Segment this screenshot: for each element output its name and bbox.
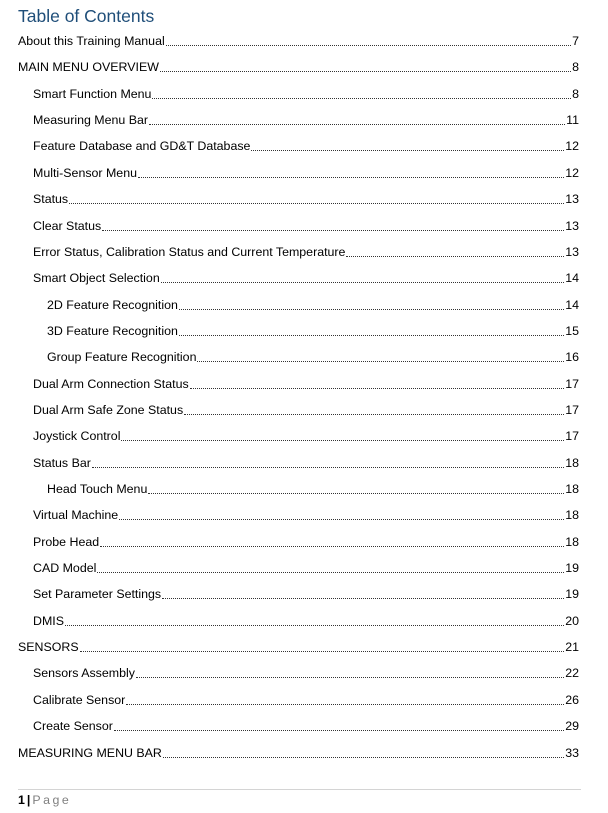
toc-entry-page: 13 <box>565 192 579 207</box>
toc-dot-leader <box>160 57 571 72</box>
toc-entry[interactable] <box>18 57 579 75</box>
footer-page-number: 1 <box>18 793 25 807</box>
toc-entry[interactable] <box>33 611 579 629</box>
toc-entry[interactable] <box>33 426 579 444</box>
toc-entry-page: 33 <box>565 745 579 760</box>
toc-entry[interactable] <box>33 716 579 734</box>
toc-entry-page: 18 <box>565 482 579 496</box>
toc-dot-leader <box>190 374 565 389</box>
toc-entry[interactable] <box>33 110 579 128</box>
toc-entry-label: Feature Database and GD&T Database <box>33 139 251 154</box>
toc-dot-leader <box>121 426 564 441</box>
toc-entry[interactable] <box>47 347 579 365</box>
toc-dot-leader <box>163 743 564 758</box>
toc-entry-label: Dual Arm Connection Status <box>33 376 189 391</box>
toc-entry-page: 18 <box>565 455 579 470</box>
toc-entry-label: Smart Function Menu <box>33 86 152 101</box>
toc-entry-page: 12 <box>565 139 579 154</box>
toc-entry-page: 20 <box>565 613 579 628</box>
toc-entry[interactable] <box>33 532 579 550</box>
toc-entry[interactable] <box>33 453 579 471</box>
toc-entry[interactable] <box>18 743 579 761</box>
toc-dot-leader <box>92 453 564 468</box>
toc-entry-label: Joystick Control <box>33 429 121 444</box>
toc-entry-page: 19 <box>565 587 579 602</box>
toc-dot-leader <box>138 163 564 178</box>
toc-dot-leader <box>69 189 564 204</box>
toc-dot-leader <box>119 505 564 520</box>
toc-entry[interactable] <box>33 505 579 523</box>
toc-entry-label: Measuring Menu Bar <box>33 113 149 128</box>
toc-dot-leader <box>102 216 564 231</box>
toc-entry-page: 26 <box>565 692 579 707</box>
toc-entry-label: Probe Head <box>33 534 100 549</box>
toc-dot-leader <box>149 110 565 125</box>
toc-entry-label: 3D Feature Recognition <box>47 323 178 338</box>
toc-entry[interactable] <box>33 216 579 234</box>
toc-dot-leader <box>65 611 564 626</box>
toc-entry-page: 21 <box>565 640 579 655</box>
toc-entry[interactable] <box>47 321 579 339</box>
toc-entry-label: Status <box>33 192 69 207</box>
page-footer <box>18 792 71 808</box>
toc-dot-leader <box>251 136 564 151</box>
toc-entry[interactable] <box>18 31 579 49</box>
toc-entry-page: 13 <box>565 244 579 259</box>
toc-entry-page: 22 <box>565 666 579 681</box>
toc-entry[interactable] <box>33 558 579 576</box>
toc-entry-page: 18 <box>565 534 579 549</box>
toc-entry[interactable] <box>33 268 579 286</box>
toc-dot-leader <box>114 716 564 731</box>
toc-entry-page: 14 <box>565 271 579 286</box>
toc-entry-label: Error Status, Calibration Status and Current Temperature <box>33 244 346 259</box>
toc-entry[interactable] <box>47 295 579 313</box>
toc-entry[interactable] <box>33 189 579 207</box>
toc-dot-leader <box>126 690 564 705</box>
toc-dot-leader <box>197 347 564 362</box>
toc-entry-label: Create Sensor <box>33 719 113 734</box>
toc-dot-leader <box>162 584 564 599</box>
toc-entry-label: MEASURING MENU BAR <box>18 745 162 760</box>
toc-entry[interactable] <box>33 163 579 181</box>
toc-entry[interactable] <box>33 242 579 260</box>
toc-entry-page: 15 <box>565 323 579 338</box>
toc-entry-label: Multi-Sensor Menu <box>33 165 137 180</box>
toc-entry-page: 17 <box>565 429 579 444</box>
toc-dot-leader <box>136 663 564 678</box>
toc-entry-page: 13 <box>565 218 579 233</box>
toc-dot-leader <box>161 268 564 283</box>
toc-entry[interactable] <box>33 136 579 154</box>
toc-dot-leader <box>179 321 564 336</box>
toc-entry-page: 18 <box>565 508 579 523</box>
toc-dot-leader <box>100 532 564 547</box>
toc-entry-label: Smart Object Selection <box>33 271 160 286</box>
toc-entry-page: 19 <box>565 561 579 575</box>
footer-divider <box>18 789 581 790</box>
toc-entry-label: Group Feature Recognition <box>47 350 197 365</box>
toc-entry-label: Status Bar <box>33 455 91 470</box>
toc-dot-leader <box>166 31 571 46</box>
toc-entry-page: 8 <box>572 86 579 101</box>
toc-entry-label: Calibrate Sensor <box>33 692 126 707</box>
toc-dot-leader <box>346 242 564 257</box>
toc-dot-leader <box>148 479 564 494</box>
toc-entry-label: About this Training Manual <box>18 34 165 48</box>
toc-entry[interactable] <box>18 637 579 655</box>
toc-entry[interactable] <box>33 584 579 602</box>
toc-entry-page: 8 <box>572 60 579 75</box>
footer-page-word: Page <box>32 793 72 807</box>
toc-entry-page: 16 <box>565 350 579 365</box>
toc-entry[interactable] <box>33 663 579 681</box>
toc-entry-page: 17 <box>565 376 579 391</box>
toc-dot-leader <box>179 295 564 310</box>
toc-entry-label: Virtual Machine <box>33 508 119 523</box>
toc-entry-page: 12 <box>565 165 579 180</box>
toc-entry[interactable] <box>33 400 579 418</box>
toc-entry[interactable] <box>33 84 579 102</box>
toc-entry[interactable] <box>47 479 579 497</box>
footer-separator: | <box>26 793 31 807</box>
toc-entry-label: CAD Model <box>33 561 97 575</box>
toc-entry-label: DMIS <box>33 613 64 628</box>
toc-entry[interactable] <box>33 690 579 708</box>
toc-entry-page: 29 <box>565 719 579 734</box>
toc-entry-label: MAIN MENU OVERVIEW <box>18 60 159 75</box>
toc-entry-label: Set Parameter Settings <box>33 587 162 602</box>
toc-entry-page: 17 <box>565 402 579 417</box>
toc-dot-leader <box>184 400 564 415</box>
toc-entry-label: Head Touch Menu <box>47 482 148 496</box>
toc-title: Table of Contents <box>18 6 155 26</box>
toc-entry-page: 7 <box>572 34 579 48</box>
toc-entry-page: 14 <box>565 297 579 312</box>
toc-entry-label: 2D Feature Recognition <box>47 297 178 312</box>
toc-entry[interactable] <box>33 374 579 392</box>
toc-dot-leader <box>97 558 564 573</box>
toc-entry-label: Dual Arm Safe Zone Status <box>33 402 184 417</box>
toc-entry-label: SENSORS <box>18 640 79 655</box>
toc-entry-label: Clear Status <box>33 218 102 233</box>
toc-entry-label: Sensors Assembly <box>33 666 135 681</box>
toc-dot-leader <box>152 84 571 99</box>
toc-dot-leader <box>80 637 565 652</box>
toc-entry-page: 11 <box>566 113 579 128</box>
